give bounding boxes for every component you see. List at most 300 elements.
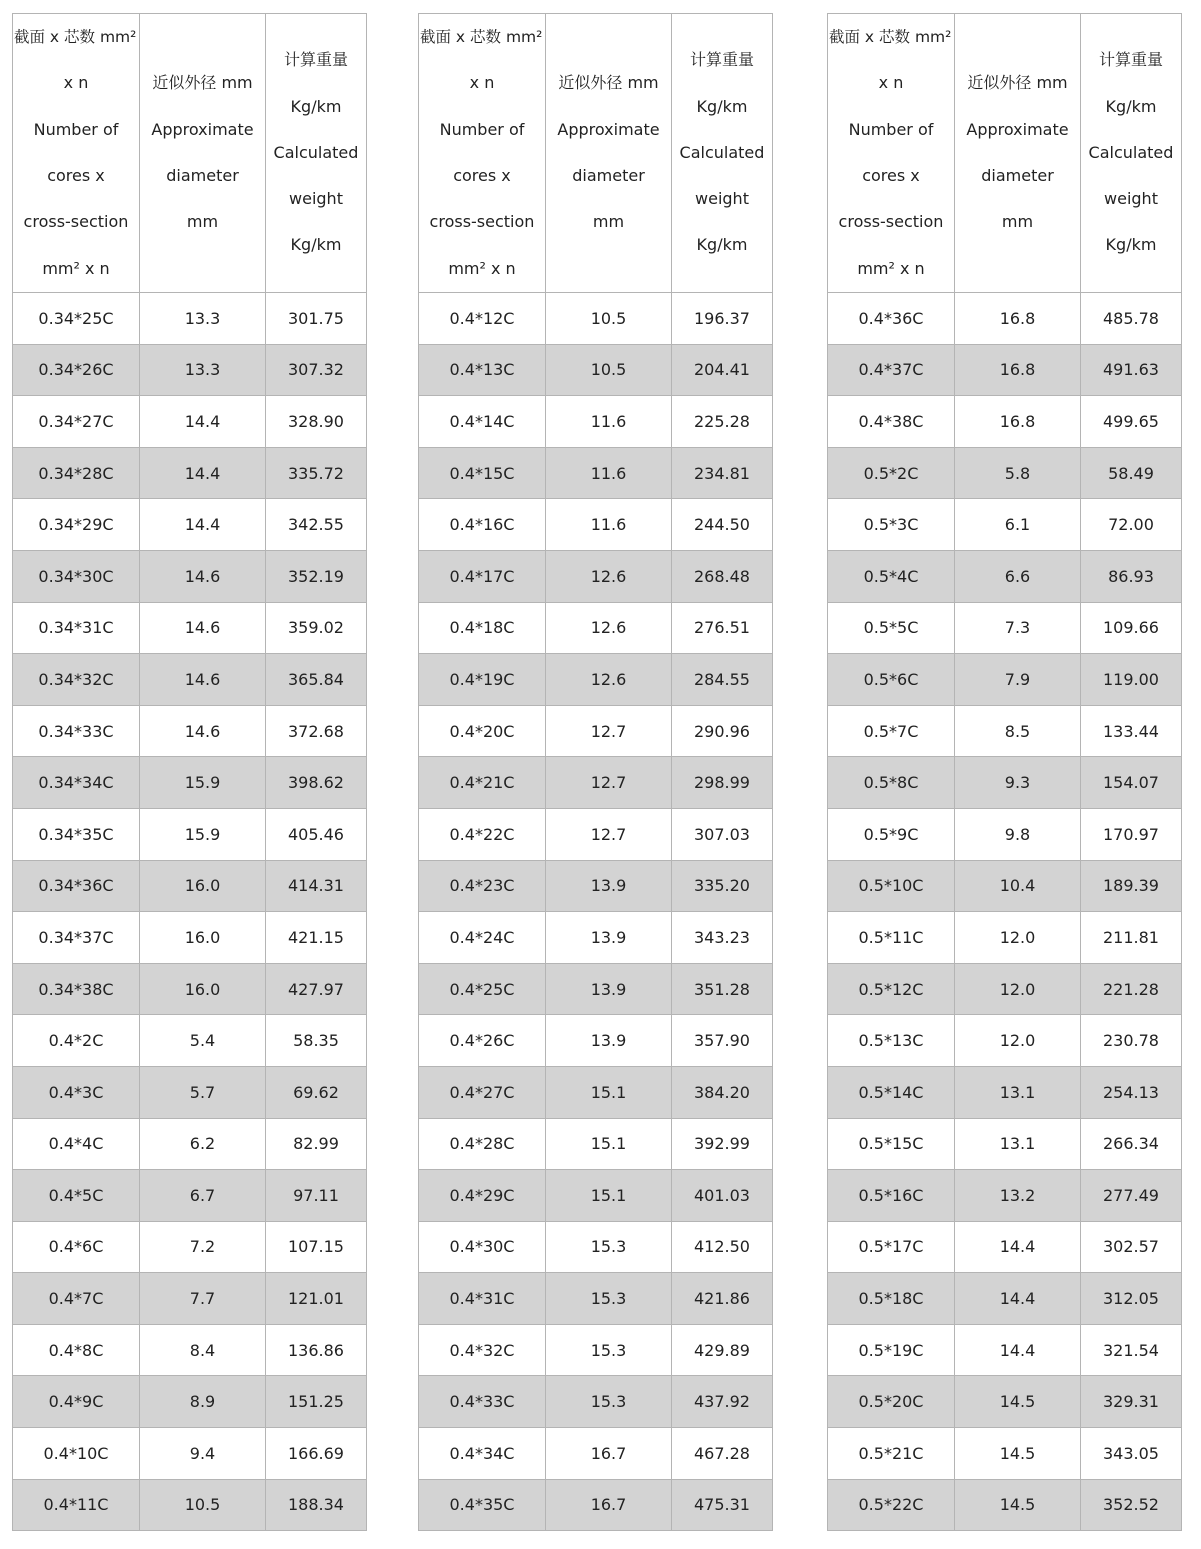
weight-cell: 429.89 — [672, 1324, 773, 1376]
cross-section-cell: 0.4*17C — [419, 550, 546, 602]
diameter-cell: 16.8 — [955, 344, 1081, 396]
header-line: Number of — [848, 119, 934, 139]
header-weight — [672, 14, 773, 293]
cross-section-cell: 0.5*3C — [828, 499, 955, 551]
table-row — [828, 1221, 1182, 1273]
cross-section-cell: 0.4*34C — [419, 1428, 546, 1480]
weight-cell: 136.86 — [266, 1324, 367, 1376]
diameter-cell: 14.5 — [955, 1479, 1081, 1531]
header-line: mm² x n — [448, 258, 516, 278]
weight-cell: 357.90 — [672, 1015, 773, 1067]
table-row — [13, 654, 367, 706]
spec-table-2 — [418, 13, 773, 1531]
weight-cell: 211.81 — [1081, 912, 1182, 964]
table-row — [419, 447, 773, 499]
cross-section-cell: 0.4*23C — [419, 860, 546, 912]
diameter-cell: 9.3 — [955, 757, 1081, 809]
weight-cell: 427.97 — [266, 963, 367, 1015]
cross-section-cell: 0.4*19C — [419, 654, 546, 706]
cross-section-cell: 0.4*26C — [419, 1015, 546, 1067]
header-line: cross-section — [23, 212, 129, 232]
diameter-cell: 13.9 — [546, 912, 672, 964]
cross-section-cell: 0.4*29C — [419, 1170, 546, 1222]
weight-cell: 109.66 — [1081, 602, 1182, 654]
cross-section-cell: 0.4*10C — [13, 1428, 140, 1480]
cross-section-cell: 0.4*24C — [419, 912, 546, 964]
header-line: Kg/km — [696, 96, 748, 116]
table-row — [13, 808, 367, 860]
diameter-cell: 16.7 — [546, 1428, 672, 1480]
table-row — [828, 705, 1182, 757]
header-line: 近似外径 mm — [967, 73, 1068, 93]
cross-section-cell: 0.4*4C — [13, 1118, 140, 1170]
weight-cell: 133.44 — [1081, 705, 1182, 757]
diameter-cell: 7.2 — [140, 1221, 266, 1273]
table-row — [828, 963, 1182, 1015]
diameter-cell: 5.4 — [140, 1015, 266, 1067]
table-row — [13, 1066, 367, 1118]
table-row — [828, 1479, 1182, 1531]
weight-cell: 277.49 — [1081, 1170, 1182, 1222]
diameter-cell: 13.1 — [955, 1066, 1081, 1118]
cross-section-cell: 0.4*13C — [419, 344, 546, 396]
weight-cell: 301.75 — [266, 293, 367, 345]
cross-section-cell: 0.5*18C — [828, 1273, 955, 1325]
weight-cell: 359.02 — [266, 602, 367, 654]
diameter-cell: 16.8 — [955, 396, 1081, 448]
cross-section-cell: 0.4*33C — [419, 1376, 546, 1428]
weight-cell: 405.46 — [266, 808, 367, 860]
table-row — [13, 1273, 367, 1325]
header-weight — [266, 14, 367, 293]
table-row — [13, 1015, 367, 1067]
weight-cell: 335.72 — [266, 447, 367, 499]
diameter-cell: 14.6 — [140, 705, 266, 757]
cross-section-cell: 0.34*35C — [13, 808, 140, 860]
diameter-cell: 16.7 — [546, 1479, 672, 1531]
weight-cell: 82.99 — [266, 1118, 367, 1170]
cross-section-cell: 0.4*27C — [419, 1066, 546, 1118]
weight-cell: 107.15 — [266, 1221, 367, 1273]
diameter-cell: 14.4 — [140, 499, 266, 551]
table-row — [13, 499, 367, 551]
diameter-cell: 12.6 — [546, 550, 672, 602]
diameter-cell: 10.5 — [546, 344, 672, 396]
cross-section-cell: 0.34*37C — [13, 912, 140, 964]
diameter-cell: 13.2 — [955, 1170, 1081, 1222]
diameter-cell: 7.9 — [955, 654, 1081, 706]
weight-cell: 302.57 — [1081, 1221, 1182, 1273]
cross-section-cell: 0.34*30C — [13, 550, 140, 602]
diameter-cell: 15.1 — [546, 1118, 672, 1170]
header-line: Approximate — [966, 119, 1069, 139]
cross-section-cell: 0.4*16C — [419, 499, 546, 551]
table-row — [828, 1324, 1182, 1376]
weight-cell: 284.55 — [672, 654, 773, 706]
header-line: Number of — [439, 119, 525, 139]
diameter-cell: 15.3 — [546, 1324, 672, 1376]
cross-section-cell: 0.5*13C — [828, 1015, 955, 1067]
table-body — [828, 293, 1182, 1531]
table-body — [419, 293, 773, 1531]
weight-cell: 72.00 — [1081, 499, 1182, 551]
table-row — [828, 1118, 1182, 1170]
table-row — [13, 860, 367, 912]
diameter-cell: 16.0 — [140, 912, 266, 964]
diameter-cell: 9.4 — [140, 1428, 266, 1480]
table-row — [13, 1324, 367, 1376]
diameter-cell: 14.4 — [140, 447, 266, 499]
diameter-cell: 16.0 — [140, 860, 266, 912]
table-row — [419, 1221, 773, 1273]
table-row — [828, 912, 1182, 964]
weight-cell: 485.78 — [1081, 293, 1182, 345]
cross-section-cell: 0.5*8C — [828, 757, 955, 809]
cross-section-cell: 0.4*2C — [13, 1015, 140, 1067]
header-line: Calculated — [1088, 142, 1174, 162]
weight-cell: 352.52 — [1081, 1479, 1182, 1531]
diameter-cell: 12.7 — [546, 808, 672, 860]
table-row — [419, 499, 773, 551]
weight-cell: 351.28 — [672, 963, 773, 1015]
weight-cell: 151.25 — [266, 1376, 367, 1428]
weight-cell: 189.39 — [1081, 860, 1182, 912]
weight-cell: 475.31 — [672, 1479, 773, 1531]
cross-section-cell: 0.5*14C — [828, 1066, 955, 1118]
cross-section-cell: 0.4*20C — [419, 705, 546, 757]
table-row — [419, 550, 773, 602]
diameter-cell: 6.7 — [140, 1170, 266, 1222]
table-row — [419, 1170, 773, 1222]
cross-section-cell: 0.34*27C — [13, 396, 140, 448]
diameter-cell: 5.7 — [140, 1066, 266, 1118]
table-row — [13, 1170, 367, 1222]
diameter-cell: 14.6 — [140, 654, 266, 706]
cross-section-cell: 0.4*11C — [13, 1479, 140, 1531]
table-row — [828, 396, 1182, 448]
diameter-cell: 14.4 — [140, 396, 266, 448]
diameter-cell: 13.3 — [140, 293, 266, 345]
diameter-cell: 8.5 — [955, 705, 1081, 757]
diameter-cell: 6.1 — [955, 499, 1081, 551]
cross-section-cell: 0.34*38C — [13, 963, 140, 1015]
table-row — [419, 654, 773, 706]
cross-section-cell: 0.4*6C — [13, 1221, 140, 1273]
diameter-cell: 14.4 — [955, 1273, 1081, 1325]
cross-section-cell: 0.4*9C — [13, 1376, 140, 1428]
table-row — [828, 1066, 1182, 1118]
table-row — [828, 1170, 1182, 1222]
table-row — [13, 602, 367, 654]
diameter-cell: 10.5 — [140, 1479, 266, 1531]
weight-cell: 268.48 — [672, 550, 773, 602]
table-row — [828, 860, 1182, 912]
header-line: x n — [878, 73, 904, 93]
diameter-cell: 16.0 — [140, 963, 266, 1015]
diameter-cell: 15.3 — [546, 1221, 672, 1273]
header-line: Kg/km — [1105, 96, 1157, 116]
diameter-cell: 13.3 — [140, 344, 266, 396]
weight-cell: 372.68 — [266, 705, 367, 757]
table-row — [419, 705, 773, 757]
header-line: mm — [186, 212, 219, 232]
table-row — [419, 1015, 773, 1067]
header-line: 截面 x 芯数 mm² — [829, 28, 952, 47]
diameter-cell: 10.4 — [955, 860, 1081, 912]
weight-cell: 401.03 — [672, 1170, 773, 1222]
weight-cell: 69.62 — [266, 1066, 367, 1118]
header-line: cores x — [453, 166, 511, 185]
cross-section-cell: 0.4*12C — [419, 293, 546, 345]
table-row — [828, 550, 1182, 602]
cross-section-cell: 0.5*15C — [828, 1118, 955, 1170]
header-line: Approximate — [151, 119, 254, 139]
cross-section-cell: 0.5*2C — [828, 447, 955, 499]
header-line: 截面 x 芯数 mm² — [14, 28, 137, 47]
table-row — [13, 912, 367, 964]
header-line: Approximate — [557, 119, 660, 139]
header-row — [828, 14, 1182, 293]
table-row — [828, 499, 1182, 551]
cross-section-cell: 0.34*33C — [13, 705, 140, 757]
table-row — [13, 293, 367, 345]
table-row — [419, 1118, 773, 1170]
weight-cell: 467.28 — [672, 1428, 773, 1480]
diameter-cell: 15.1 — [546, 1066, 672, 1118]
cross-section-cell: 0.4*22C — [419, 808, 546, 860]
weight-cell: 421.86 — [672, 1273, 773, 1325]
weight-cell: 221.28 — [1081, 963, 1182, 1015]
header-line: 计算重量 — [689, 50, 754, 70]
cross-section-cell: 0.4*32C — [419, 1324, 546, 1376]
table-row — [828, 293, 1182, 345]
header-line: 截面 x 芯数 mm² — [420, 28, 543, 47]
cross-section-cell: 0.4*31C — [419, 1273, 546, 1325]
weight-cell: 244.50 — [672, 499, 773, 551]
diameter-cell: 13.9 — [546, 1015, 672, 1067]
cross-section-cell: 0.5*21C — [828, 1428, 955, 1480]
header-line: Calculated — [273, 142, 359, 162]
diameter-cell: 5.8 — [955, 447, 1081, 499]
cross-section-cell: 0.5*19C — [828, 1324, 955, 1376]
table-row — [828, 808, 1182, 860]
table-row — [828, 1015, 1182, 1067]
header-cross-section — [419, 14, 546, 293]
table-row — [419, 963, 773, 1015]
cross-section-cell: 0.5*16C — [828, 1170, 955, 1222]
cross-section-cell: 0.4*28C — [419, 1118, 546, 1170]
header-row — [419, 14, 773, 293]
cross-section-cell: 0.4*7C — [13, 1273, 140, 1325]
diameter-cell: 12.6 — [546, 602, 672, 654]
diameter-cell: 15.9 — [140, 808, 266, 860]
cross-section-cell: 0.4*14C — [419, 396, 546, 448]
weight-cell: 328.90 — [266, 396, 367, 448]
weight-cell: 312.05 — [1081, 1273, 1182, 1325]
table-row — [419, 1273, 773, 1325]
weight-cell: 225.28 — [672, 396, 773, 448]
header-line: diameter — [166, 166, 239, 185]
table-row — [419, 912, 773, 964]
cross-section-cell: 0.5*9C — [828, 808, 955, 860]
table-row — [13, 963, 367, 1015]
diameter-cell: 16.8 — [955, 293, 1081, 345]
header-diameter — [955, 14, 1081, 293]
cross-section-cell: 0.4*8C — [13, 1324, 140, 1376]
table-row — [419, 757, 773, 809]
diameter-cell: 14.6 — [140, 602, 266, 654]
weight-cell: 121.01 — [266, 1273, 367, 1325]
table-body — [13, 293, 367, 1531]
weight-cell: 365.84 — [266, 654, 367, 706]
table-row — [13, 396, 367, 448]
weight-cell: 398.62 — [266, 757, 367, 809]
cross-section-cell: 0.5*4C — [828, 550, 955, 602]
header-line: mm² x n — [42, 258, 110, 278]
header-line: Kg/km — [290, 235, 342, 255]
table-row — [419, 1324, 773, 1376]
weight-cell: 412.50 — [672, 1221, 773, 1273]
header-line: cores x — [862, 166, 920, 185]
weight-cell: 290.96 — [672, 705, 773, 757]
cross-section-cell: 0.5*17C — [828, 1221, 955, 1273]
cross-section-cell: 0.4*36C — [828, 293, 955, 345]
header-line: Number of — [33, 119, 119, 139]
table-row — [828, 757, 1182, 809]
header-line: x n — [63, 73, 89, 93]
weight-cell: 58.35 — [266, 1015, 367, 1067]
header-line: diameter — [572, 166, 645, 185]
header-line: weight — [695, 189, 749, 209]
weight-cell: 276.51 — [672, 602, 773, 654]
weight-cell: 437.92 — [672, 1376, 773, 1428]
weight-cell: 343.23 — [672, 912, 773, 964]
table-row — [419, 344, 773, 396]
diameter-cell: 15.1 — [546, 1170, 672, 1222]
table-row — [419, 1428, 773, 1480]
table-row — [828, 602, 1182, 654]
diameter-cell: 13.9 — [546, 860, 672, 912]
table-row — [13, 1479, 367, 1531]
diameter-cell: 14.5 — [955, 1428, 1081, 1480]
header-line: Kg/km — [290, 96, 342, 116]
header-cross-section — [13, 14, 140, 293]
cross-section-cell: 0.4*38C — [828, 396, 955, 448]
weight-cell: 234.81 — [672, 447, 773, 499]
diameter-cell: 7.7 — [140, 1273, 266, 1325]
weight-cell: 196.37 — [672, 293, 773, 345]
diameter-cell: 15.3 — [546, 1273, 672, 1325]
weight-cell: 298.99 — [672, 757, 773, 809]
diameter-cell: 12.0 — [955, 912, 1081, 964]
table-row — [13, 550, 367, 602]
weight-cell: 329.31 — [1081, 1376, 1182, 1428]
weight-cell: 154.07 — [1081, 757, 1182, 809]
diameter-cell: 15.9 — [140, 757, 266, 809]
weight-cell: 97.11 — [266, 1170, 367, 1222]
diameter-cell: 12.6 — [546, 654, 672, 706]
table-row — [419, 808, 773, 860]
cross-section-cell: 0.4*35C — [419, 1479, 546, 1531]
diameter-cell: 6.6 — [955, 550, 1081, 602]
cross-section-cell: 0.5*12C — [828, 963, 955, 1015]
table-row — [13, 757, 367, 809]
table-row — [828, 1428, 1182, 1480]
header-line: Calculated — [679, 142, 765, 162]
header-line: 近似外径 mm — [152, 73, 253, 93]
cross-section-cell: 0.5*22C — [828, 1479, 955, 1531]
header-line: Kg/km — [696, 235, 748, 255]
header-line: cross-section — [838, 212, 944, 232]
diameter-cell: 10.5 — [546, 293, 672, 345]
weight-cell: 321.54 — [1081, 1324, 1182, 1376]
weight-cell: 352.19 — [266, 550, 367, 602]
table-row — [419, 293, 773, 345]
weight-cell: 119.00 — [1081, 654, 1182, 706]
weight-cell: 188.34 — [266, 1479, 367, 1531]
header-line: cross-section — [429, 212, 535, 232]
weight-cell: 335.20 — [672, 860, 773, 912]
diameter-cell: 12.0 — [955, 963, 1081, 1015]
table-row — [13, 447, 367, 499]
cross-section-cell: 0.4*21C — [419, 757, 546, 809]
header-line: mm — [1001, 212, 1034, 232]
cross-section-cell: 0.4*18C — [419, 602, 546, 654]
diameter-cell: 11.6 — [546, 447, 672, 499]
cross-section-cell: 0.4*37C — [828, 344, 955, 396]
diameter-cell: 14.4 — [955, 1324, 1081, 1376]
cross-section-cell: 0.4*25C — [419, 963, 546, 1015]
weight-cell: 166.69 — [266, 1428, 367, 1480]
header-line: mm² x n — [857, 258, 925, 278]
weight-cell: 343.05 — [1081, 1428, 1182, 1480]
cross-section-cell: 0.5*6C — [828, 654, 955, 706]
diameter-cell: 14.6 — [140, 550, 266, 602]
table-row — [419, 602, 773, 654]
spec-table-3 — [827, 13, 1182, 1531]
table-row — [828, 1273, 1182, 1325]
weight-cell: 342.55 — [266, 499, 367, 551]
diameter-cell: 14.4 — [955, 1221, 1081, 1273]
cross-section-cell: 0.4*3C — [13, 1066, 140, 1118]
weight-cell: 307.32 — [266, 344, 367, 396]
diameter-cell: 11.6 — [546, 396, 672, 448]
weight-cell: 307.03 — [672, 808, 773, 860]
header-diameter — [546, 14, 672, 293]
cross-section-cell: 0.5*5C — [828, 602, 955, 654]
table-row — [419, 396, 773, 448]
table-row — [13, 1221, 367, 1273]
header-weight — [1081, 14, 1182, 293]
cross-section-cell: 0.5*20C — [828, 1376, 955, 1428]
table-row — [13, 344, 367, 396]
weight-cell: 491.63 — [1081, 344, 1182, 396]
header-line: weight — [1104, 189, 1158, 209]
weight-cell: 230.78 — [1081, 1015, 1182, 1067]
diameter-cell: 13.9 — [546, 963, 672, 1015]
weight-cell: 254.13 — [1081, 1066, 1182, 1118]
weight-cell: 392.99 — [672, 1118, 773, 1170]
cross-section-cell: 0.34*25C — [13, 293, 140, 345]
diameter-cell: 9.8 — [955, 808, 1081, 860]
table-row — [419, 1479, 773, 1531]
diameter-cell: 12.7 — [546, 705, 672, 757]
weight-cell: 86.93 — [1081, 550, 1182, 602]
header-row — [13, 14, 367, 293]
table-row — [13, 1376, 367, 1428]
cross-section-cell: 0.34*34C — [13, 757, 140, 809]
header-line: diameter — [981, 166, 1054, 185]
